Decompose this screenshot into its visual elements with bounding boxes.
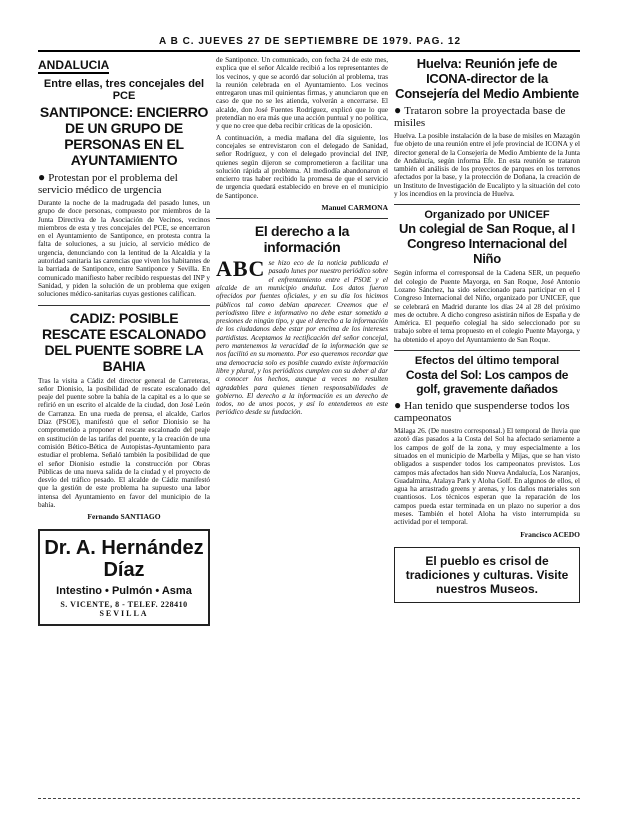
doctor-advertisement: [38, 529, 210, 626]
masthead-rule: [38, 50, 580, 52]
article-subhead: [38, 171, 210, 196]
byline: Francisco ACEDO: [520, 529, 580, 539]
article-subhead: [394, 104, 580, 129]
subhead-text: Han tenido que suspenderse todos los campeonatos: [394, 400, 570, 425]
ad-specialty: Intestino • Pulmón • Asma: [56, 585, 192, 598]
article-headline: SANTIPONCE: ENCIERRO DE UN GRUPO DE PERSONAS EN EL AYUNTAMIENTO: [39, 104, 209, 168]
article-body-2: Según informa el corresponsal de la Cadena SER, un pequeño del colegio de Puente Mayorga, en San Roque, José Antonio Lozano Sánchez, ha sido seleccionado para participar en el I Congreso Internacional del Niño, organizado por UNICEF, que se celebrará en Madrid durante los días 24 al 28 del próximo mes de octubre. A dicho congreso asistirán niños de España y de América. El pequeño colegial ha sido seleccionado por su trabajo sobre el tema propuesto en el colegio Puente Mayorga, y ha obtenido el apoyo del Ayuntamiento de San Roque.: [394, 269, 580, 344]
article-body-2: Tras la visita a Cádiz del director general de Carreteras, señor Dionisio, la posibilidad de rescate escalonado del peaje del puente sobre la bahía de la capital es a lo que se refirió en un escrito el alcalde de la ciudad, don José León de Carranza. En una rueda de prensa, el alcalde, Carlos Díaz (PSOE), manifestó que el señor Dionisio se ha comprometido a proponer el rescate escalonado del peaje en sustitución de las tarifas del puente, y la creación de una comisión Bético-Bética de Autopistas-Ayuntamiento para estudiar el problema. Señaló también la posibilidad de que el señor Dionisio estudie la construcción por Obras Públicas de una nueva salida de la ciudad y el proyecto de desvío del tráfico pesado. El alcalde de Cádiz manifestó que la gestión de este problema ha supuesto una labor intensa del Ayuntamiento en favor del municipio de la bahía.: [38, 376, 210, 510]
byline: Manuel CARMONA: [321, 203, 388, 213]
article-body: Durante la noche de la madrugada del pasado lunes, un grupo de doce personas, compuesto por miembros de la Junta Directiva de la Asociación de Vecinos, vecinos miembros de esta y tres concejales del PCE, se encerraron en el Ayuntamiento de Santiponce, en protesta contra la falta de soluciones, a su juicio, al servicio médico de urgencia, denunciando con la lentitud de la Alcaldía y la autoridad sanitaria las carencias que viven los habitantes de la barriada de Santiponce, entre Santiponce y Sevilla. En comunicado manifiesto haber recibido respuestas del INP y Sanidad, y piden la solución de un problema que exigen soluciones médico-sanitarias cuyas gestiones califican.: [38, 199, 210, 299]
article-headline-2: CADIZ: POSIBLE RESCATE ESCALONADO DEL PUENTE SOBRE LA BAHIA: [42, 309, 206, 374]
masthead: A B C. JUEVES 27 DE SEPTIEMBRE DE 1979. PAG. 12: [158, 36, 462, 47]
article-body: Huelva. La posible instalación de la base de misiles en Mazagón fue objeto de una reunión entre el jefe provincial de ICONA y el director general de la Consejería de Medio Ambiente de la Junta de Andalucía, según informa Efe. En esta reunión se trataron también el análisis de los proyectos de parques en los terrenos afectados por la base, y la protección de Doñana, la creación de un Instituto de Investigación de Eucalipto y la situación del coto y los incendios en la provincia de Huelva.: [394, 132, 580, 199]
editorial-headline: El derecho a la información: [254, 223, 350, 256]
divider: [216, 218, 388, 219]
article-body-3: Málaga 26. (De nuestro corresponsal.) El temporal de lluvia que azotó días pasados a la Costa del Sol ha afectado seriamente a los campos de golf de la zona, y muy especialmente a los situados en el municipio de Marbella y Mijas, que se han visto obligados a suspender todos los campeonatos previstos. Los campos más afectados han sido Nueva Andalucía, Los Naranjos, Guadalmina, Atalaya Park y Aloha Golf. En algunos de ellos, el agua ha arrastrado greens y arenas, y los daños materiales son cuantiosos. Los técnicos esperan que la reparación de los campos pueda estar terminada en un plazo no superior a dos meses. También el hotel Aloha ha visto interrumpida su actividad por el temporal.: [394, 427, 580, 527]
bullet-icon: ●: [38, 170, 46, 184]
article-subhead-3: [394, 399, 580, 424]
ad-doctor-name: Dr. A. Hernández Díaz: [44, 537, 204, 582]
ad-city: SEVILLA: [99, 609, 149, 619]
article-continuation: de Santiponce. Un comunicado, con fecha 24 de este mes, explica que el señor Alcalde recibió a los representantes de los vecinos, y que se acordó dar solución al problema, tras la reunión celebrada en el Ayuntamiento. Los vecinos entregaron unas mil quinientas firmas, y anunciaron que en caso de que no se les atienda, volverán a encerrarse. El alcalde, don José Fuentes Rodríguez, explicó que lo que pretendían no era más que una acción puntual y no política, y que no cree que deba recibir críticas de la oposición.: [216, 56, 388, 131]
bullet-icon: ●: [394, 103, 402, 117]
column-1: [38, 56, 210, 756]
article-kicker-3: Efectos del último temporal: [414, 355, 560, 368]
article-kicker: Organizado por UNICEF: [424, 209, 550, 222]
article-continuation-2: A continuación, a media mañana del día siguiente, los concejales se entrevistaron con el delegado de Sanidad, señor Rodríguez, y con el delegado provincial del INP, quienes según dijeron se comprometieron a facilitar una solución rápida al problema. Al mediodía abandonaron el encierro tras haber recibido la promesa de que el servicio de urgencia quedará establecido en breve en el municipio de Santiponce.: [216, 133, 388, 200]
column-2: [216, 56, 388, 778]
section-label: ANDALUCIA: [38, 58, 110, 72]
footer-rule: [38, 798, 580, 799]
bullet-icon: ●: [394, 398, 402, 413]
subhead-text: Protestan por el problema del servicio médico de urgencia: [38, 172, 178, 196]
ad-address: S. VICENTE, 8 - TELEF. 228410: [60, 600, 188, 610]
article-kicker: Entre ellas, tres concejales del PCE: [43, 78, 205, 102]
divider: [394, 204, 580, 205]
subhead-text: Trataron sobre la proyectada base de misiles: [394, 105, 566, 129]
abc-logo-drop: ABC: [216, 256, 266, 282]
editorial-body: [216, 256, 388, 417]
divider: [38, 305, 210, 306]
article-headline: Huelva: Reunión jefe de ICONA-director de la Consejería del Medio Ambiente: [395, 56, 579, 101]
editorial-text: se hizo eco de la noticia publicada el pasado lunes por nuestro periódico sobre el enfrentamiento entre el PSOE y el alcalde de un municipio andaluz. Los datos fueron ofrecidos por fuentes oficiales, y en su día los hicimos públicos tal como debían aparecer. Creemos que el periodismo libre e informativo no debe estar sometido a presiones de ningún tipo, y que el derecho a la información de los ciudadanos debe estar por encima de los intereses partidistas. Aceptamos la rectificación del señor concejal, pero mantenemos la veracidad de la información que se nos facilitó en su momento. Por eso queremos recordar que una democracia solo es posible cuando existe información libre y plural, y los periódicos cumplen con su deber al dar a conocer los hechos, aunque a veces no resulten agradables para quienes tienen responsabilidades de gobierno. El derecho a la información es un derecho de todos, no de unos pocos, y así lo entendemos en este periódico desde su fundación.: [216, 259, 388, 417]
article-headline-3: Costa del Sol: Los campos de golf, gravemente dañados: [405, 368, 569, 397]
article-headline-2: Un colegial de San Roque, al I Congreso Internacional del Niño: [399, 221, 575, 267]
byline: Fernando SANTIAGO: [87, 512, 161, 522]
museums-box: El pueblo es crisol de tradiciones y culturas. Visite nuestros Museos.: [394, 547, 580, 603]
divider: [394, 350, 580, 351]
column-3: [394, 56, 580, 778]
